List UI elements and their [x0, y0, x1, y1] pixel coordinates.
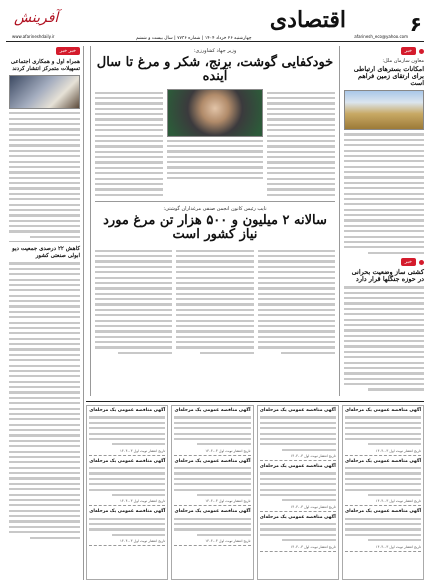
section-email: afarinesh_eco@yahoo.com [354, 34, 408, 39]
lead-body-col3 [95, 92, 163, 196]
ad-item: آگهی مناقصه عمومی یک مرحله‌ای تاریخ انتشار نوبت اول ۰۳-۱۴۰۴ [345, 509, 421, 551]
news-tag: خبر [401, 258, 416, 266]
left-headline-1: همراه اول و همکاری اجتماعی تسهیلات متمرکز انتشار کردند [10, 59, 80, 72]
right-column [344, 46, 424, 396]
minister-photo [167, 89, 263, 137]
ad-item: آگهی مناقصه عمومی یک مرحله‌ای تاریخ انتشار نوبت اول ۰۳-۱۴۰۴ [345, 408, 421, 456]
ads-column [342, 405, 424, 580]
second-headline: سالانه ۲ میلیون و ۵۰۰ هزار تن مرغ مورد نیاز کشور است [103, 213, 327, 243]
article-body [344, 133, 424, 253]
news-dot-icon [419, 260, 424, 265]
second-body-col3 [95, 250, 172, 354]
ads-column [86, 405, 168, 580]
ad-item: آگهی مناقصه عمومی یک مرحله‌ای تاریخ انتشار نوبت اول ۰۳-۱۴۰۴ [174, 408, 250, 456]
news-tag: خبر خبر [56, 47, 80, 55]
lead-body-col1 [267, 92, 335, 196]
article-photo [344, 90, 424, 130]
page-header [6, 6, 424, 42]
newspaper-page [6, 6, 424, 580]
left-body-2 [9, 262, 80, 538]
article-headline: امکانات بسترهای ارتباطی برای ارتقای زمین فراهم است [353, 65, 424, 88]
ad-item: آگهی مناقصه عمومی یک مرحله‌ای تاریخ انتشار نوبت اول ۰۳-۱۴۰۴ [89, 408, 165, 456]
ads-column [171, 405, 253, 580]
second-body-col1 [258, 250, 335, 354]
news-dot-icon [419, 49, 424, 54]
lead-headline: خودکفایی گوشت، برنج، شکر و مرغ تا سال آینده [96, 55, 334, 85]
left-body-1 [9, 112, 80, 238]
article-headline: کشتی ساز وضعیت بحرانی در حوزه جنگلها قرار دارد [351, 268, 424, 284]
section-title: اقتصادی [269, 7, 346, 33]
news-tag: خبر [401, 47, 416, 55]
article-kicker: معاون سازمان ملل: [382, 58, 424, 64]
classified-ads [86, 401, 424, 580]
ad-item: آگهی مناقصه عمومی یک مرحله‌ای تاریخ انتشار نوبت اول ۰۳-۱۴۰۴ [89, 459, 165, 507]
left-column [6, 46, 84, 580]
website: www.afarineshdaily.ir [12, 34, 55, 39]
ad-item: آگهی مناقصه عمومی یک مرحله‌ای تاریخ انتشار نوبت اول ۰۳-۱۴۰۴ [260, 408, 336, 461]
newspaper-logo: آفرینش [14, 10, 59, 26]
ad-item: آگهی مناقصه عمومی یک مرحله‌ای تاریخ انتشار نوبت اول ۰۳-۱۴۰۴ [174, 459, 250, 507]
ad-item: آگهی مناقصه عمومی یک مرحله‌ای تاریخ انتشار نوبت اول ۰۳-۱۴۰۴ [260, 515, 336, 552]
center-column [90, 46, 340, 396]
ad-item: آگهی مناقصه عمومی یک مرحله‌ای تاریخ انتشار نوبت اول ۰۳-۱۴۰۴ [345, 459, 421, 507]
ad-item: آگهی مناقصه عمومی یک مرحله‌ای تاریخ انتشار نوبت اول ۰۳-۱۴۰۴ [174, 509, 250, 546]
left-headline-2: کاهش ۲۲ درصدی جمعیت دیو ابولی صنعتی کشور [12, 246, 80, 259]
ad-item: آگهی مناقصه عمومی یک مرحله‌ای تاریخ انتشار نوبت اول ۰۳-۱۴۰۴ [260, 464, 336, 512]
lead-kicker: وزیر جهاد کشاورزی: [193, 48, 237, 54]
page-number: ۶ [409, 12, 422, 36]
second-body-col2 [176, 250, 253, 354]
left-photo [9, 75, 80, 109]
second-kicker: نایب رئیس کانون انجمن صنفی مرغداران گوشتی: [163, 206, 267, 213]
lead-body-col2 [167, 140, 263, 180]
ad-item: آگهی مناقصه عمومی یک مرحله‌ای تاریخ انتشار نوبت اول ۰۳-۱۴۰۴ [89, 509, 165, 546]
dateline: چهارشنبه ۲۶ خرداد ۱۴۰۴ | شماره ۷۷۳۶ | سال بیست و ششم [136, 36, 252, 41]
ads-column [257, 405, 339, 580]
article-body [344, 286, 424, 390]
